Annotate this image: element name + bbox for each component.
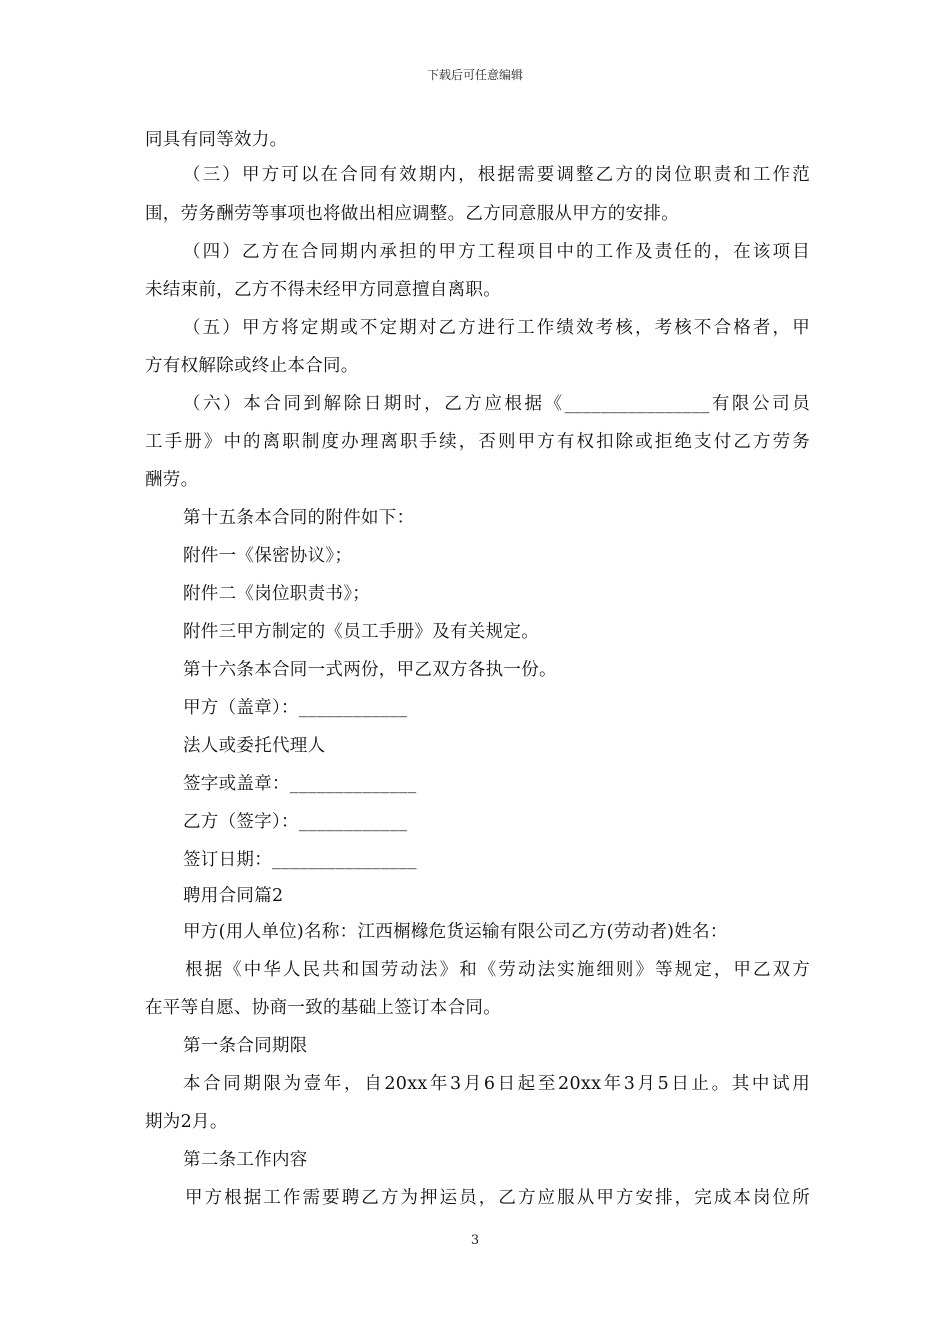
paragraph-line: 在平等自愿、协商一致的基础上签订本合同。	[145, 998, 501, 1018]
signature-date-line: 签订日期：________________	[183, 850, 417, 870]
signature-line-legal-rep: 签字或盖章：______________	[183, 774, 417, 794]
paragraph-line: 甲方根据工作需要聘乙方为押运员，乙方应服从甲方安排，完成本岗位所	[185, 1188, 810, 1208]
article-title: 第二条工作内容	[183, 1150, 308, 1170]
paragraph-line: 附件二《岗位职责书》；	[183, 584, 371, 604]
paragraph-line: 酬劳。	[145, 470, 199, 490]
section-title: 聘用合同篇2	[183, 886, 284, 906]
paragraph-line: 第十六条本合同一式两份，甲乙双方各执一份。	[183, 660, 557, 680]
paragraph-line: 工手册》中的离职制度办理离职手续，否则甲方有权扣除或拒绝支付乙方劳务	[145, 432, 810, 452]
paragraph-line: 附件一《保密协议》；	[183, 546, 353, 566]
paragraph-line: 围，劳务酬劳等事项也将做出相应调整。乙方同意服从甲方的安排。	[145, 204, 679, 224]
page-header-note: 下载后可任意编辑	[426, 68, 523, 82]
paragraph-line: （六）本合同到解除日期时，乙方应根据《________________有限公司员	[183, 394, 810, 414]
paragraph-line: 附件三甲方制定的《员工手册》及有关规定。	[183, 622, 539, 642]
signature-line-party-b: 乙方（签字）：____________	[183, 812, 408, 832]
signature-line-party-a: 甲方（盖章）：____________	[183, 698, 408, 718]
article-title: 第一条合同期限	[183, 1036, 308, 1056]
paragraph-line: 甲方(用人单位)名称：江西榍橼危货运输有限公司乙方(劳动者)姓名：	[183, 922, 728, 942]
paragraph-line: 同具有同等效力。	[145, 130, 288, 150]
paragraph-line: （三）甲方可以在合同有效期内，根据需要调整乙方的岗位职责和工作范	[183, 165, 810, 185]
paragraph-line: 根据《中华人民共和国劳动法》和《劳动法实施细则》等规定，甲乙双方	[185, 960, 810, 980]
paragraph-line: 未结束前，乙方不得未经甲方同意擅自离职。	[145, 280, 501, 300]
page-number: 3	[470, 1233, 480, 1248]
paragraph-line: 本合同期限为壹年，自20xx年3月6日起至20xx年3月5日止。其中试用	[183, 1074, 810, 1094]
paragraph-line: （五）甲方将定期或不定期对乙方进行工作绩效考核，考核不合格者，甲	[183, 318, 810, 338]
paragraph-line: 方有权解除或终止本合同。	[145, 356, 359, 376]
paragraph-line: 法人或委托代理人	[183, 736, 326, 756]
paragraph-line: 期为2月。	[145, 1112, 228, 1132]
paragraph-line: （四）乙方在合同期内承担的甲方工程项目中的工作及责任的，在该项目	[183, 242, 810, 262]
paragraph-line: 第十五条本合同的附件如下：	[183, 508, 415, 528]
